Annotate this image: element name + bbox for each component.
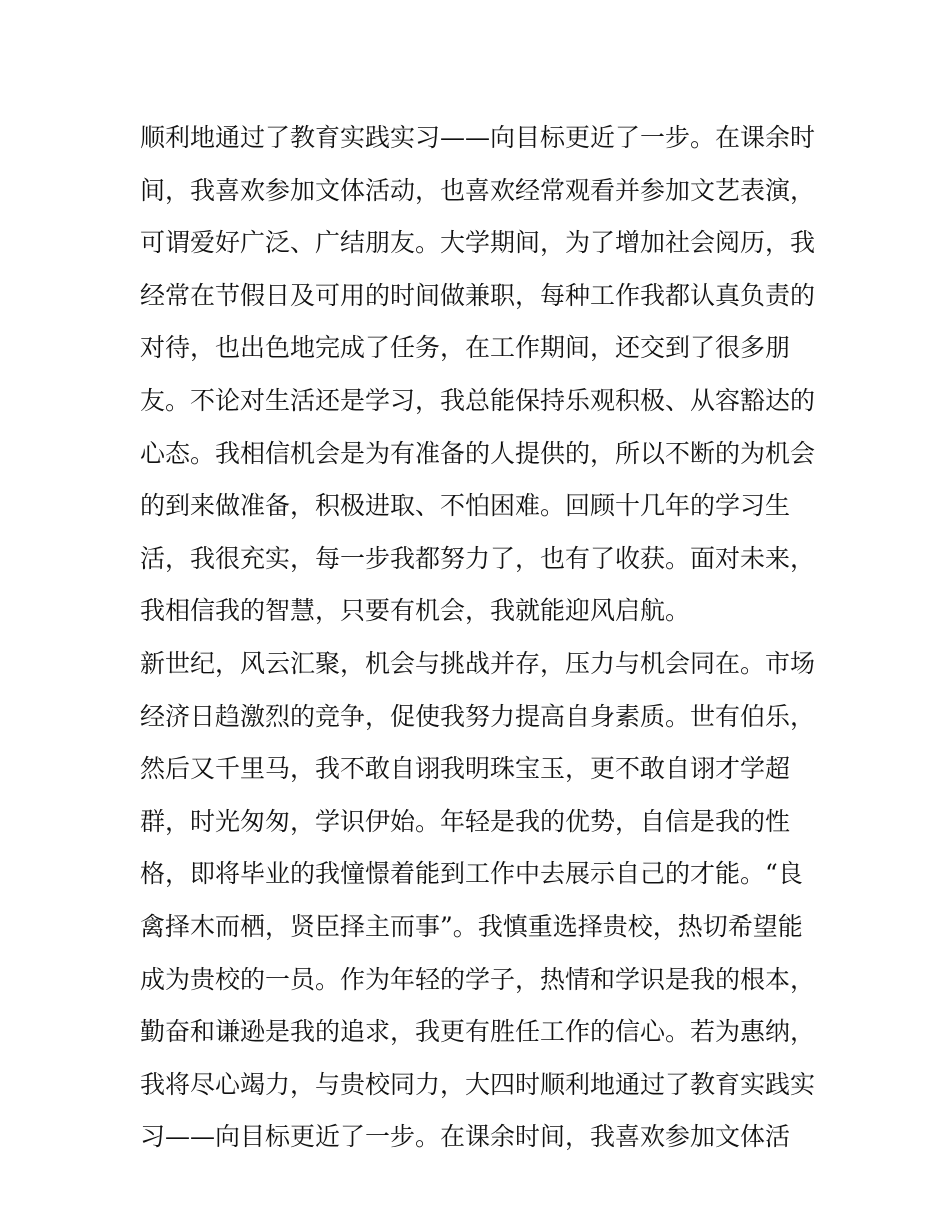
text-line: 对待，也出色地完成了任务，在工作期间，还交到了很多朋 <box>140 333 791 363</box>
text-line: 可谓爱好广泛、广结朋友。大学期间，为了增加社会阅历，我 <box>140 228 816 258</box>
text-line: 的到来做准备，积极进取、不怕困难。回顾十几年的学习生 <box>140 491 791 521</box>
text-line: 成为贵校的一员。作为年轻的学子，热情和学识是我的根本， <box>140 964 816 994</box>
text-line: 群，时光匆匆，学识伊始。年轻是我的优势，自信是我的性 <box>140 806 791 836</box>
text-line: 新世纪，风云汇聚，机会与挑战并存，压力与机会同在。市场 <box>140 648 816 678</box>
text-line: 然后又千里马，我不敢自诩我明珠宝玉，更不敢自诩才学超 <box>140 754 791 784</box>
text-line: 经济日趋激烈的竞争，促使我努力提高自身素质。世有伯乐， <box>140 701 816 731</box>
text-line: 我将尽心竭力，与贵校同力，大四时顺利地通过了教育实践实 <box>140 1069 816 1099</box>
text-line: 顺利地通过了教育实践实习——向目标更近了一步。在课余时 <box>140 123 816 152</box>
text-line: 我相信我的智慧，只要有机会，我就能迎风启航。 <box>140 596 691 626</box>
text-line: 习——向目标更近了一步。在课余时间，我喜欢参加文体活 <box>140 1122 791 1152</box>
text-line: 经常在节假日及可用的时间做兼职，每种工作我都认真负责的 <box>140 280 816 310</box>
text-line: 禽择木而栖，贤臣择主而事”。我慎重选择贵校，热切希望能 <box>140 911 803 941</box>
text-line: 友。不论对生活还是学习，我总能保持乐观积极、从容豁达的 <box>140 385 816 415</box>
text-line: 勤奋和谦逊是我的追求，我更有胜任工作的信心。若为惠纳， <box>140 1017 816 1047</box>
text-line: 活，我很充实，每一步我都努力了，也有了收获。面对未来， <box>140 543 816 573</box>
text-line: 间，我喜欢参加文体活动，也喜欢经常观看并参加文艺表演， <box>140 175 816 205</box>
body-text <box>140 112 820 1164</box>
text-line: 格，即将毕业的我憧憬着能到工作中去展示自己的才能。“良 <box>140 859 803 889</box>
text-line: 心态。我相信机会是为有准备的人提供的，所以不断的为机会 <box>140 438 816 468</box>
